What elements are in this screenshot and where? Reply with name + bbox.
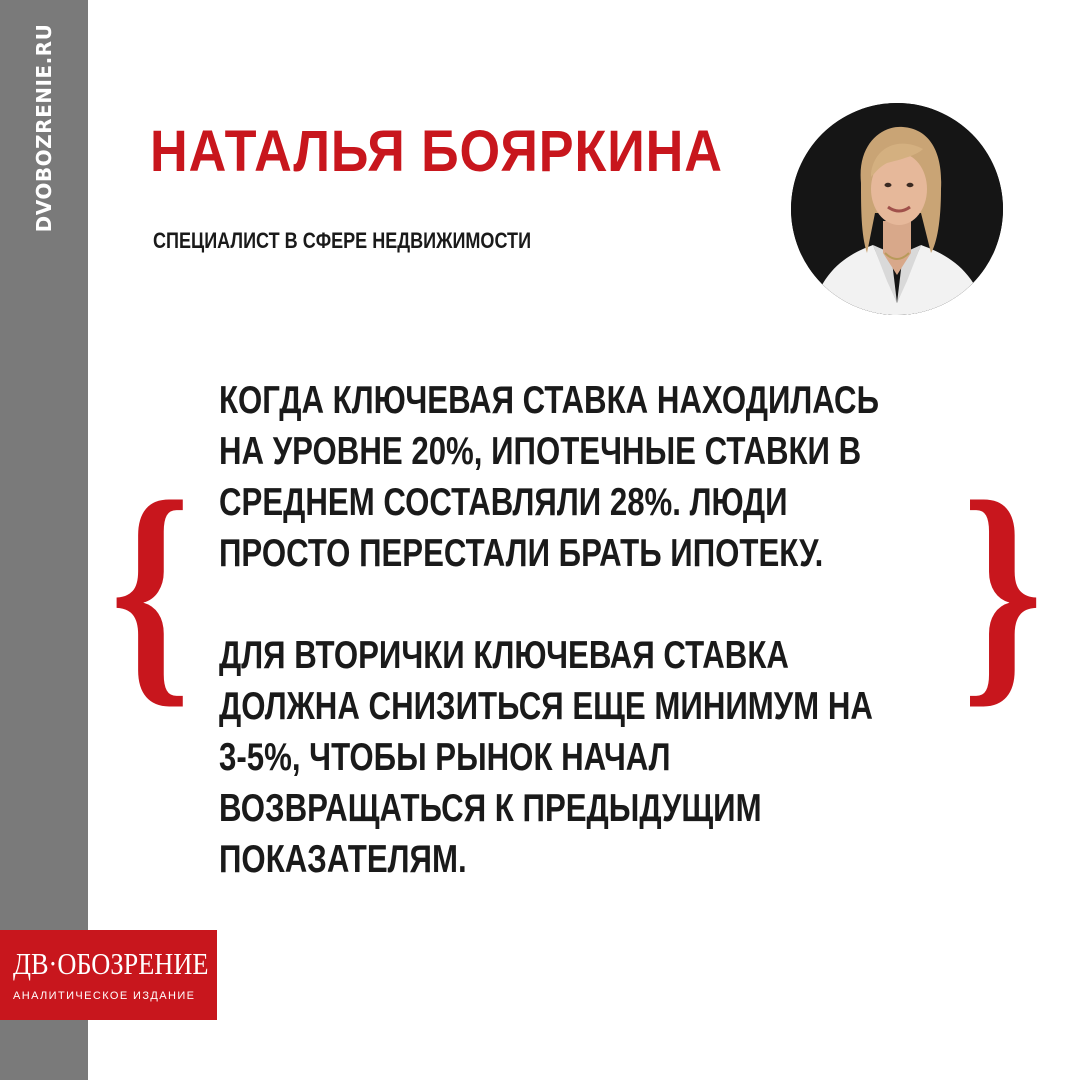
person-role: СПЕЦИАЛИСТ В СФЕРЕ НЕДВИЖИМОСТИ (153, 228, 532, 253)
open-brace: { (110, 451, 191, 728)
logo-subtitle: АНАЛИТИЧЕСКОЕ ИЗДАНИЕ (13, 990, 196, 1002)
publication-logo (0, 930, 217, 1020)
close-brace: } (962, 451, 1043, 728)
site-url: DVOBOZRENIE.RU (32, 23, 56, 233)
quote-paragraph: КОГДА КЛЮЧЕВАЯ СТАВКА НАХОДИЛАСЬ НА УРОВНЕ 20%, ИПОТЕЧНЫЕ СТАВКИ В СРЕДНЕМ СОСТАВЛЯЛИ 28%. ЛЮДИ ПРОСТО ПЕРЕСТАЛИ БРАТЬ ИПОТЕКУ. (219, 379, 880, 575)
quote-paragraph: ДЛЯ ВТОРИЧКИ КЛЮЧЕВАЯ СТАВКА ДОЛЖНА СНИЗИТЬСЯ ЕЩЕ МИНИМУМ НА 3-5%, ЧТОБЫ РЫНОК НАЧАЛ ВОЗВРАЩАТЬСЯ К ПРЕДЫДУЩИМ ПОКАЗАТЕЛЯМ. (219, 634, 873, 881)
person-name: НАТАЛЬЯ БОЯРКИНА (150, 119, 723, 184)
logo-title: ДВ·ОБОЗРЕНИЕ (13, 946, 209, 981)
avatar (791, 103, 1003, 315)
side-bar (0, 0, 88, 1080)
quote-block (219, 375, 907, 885)
